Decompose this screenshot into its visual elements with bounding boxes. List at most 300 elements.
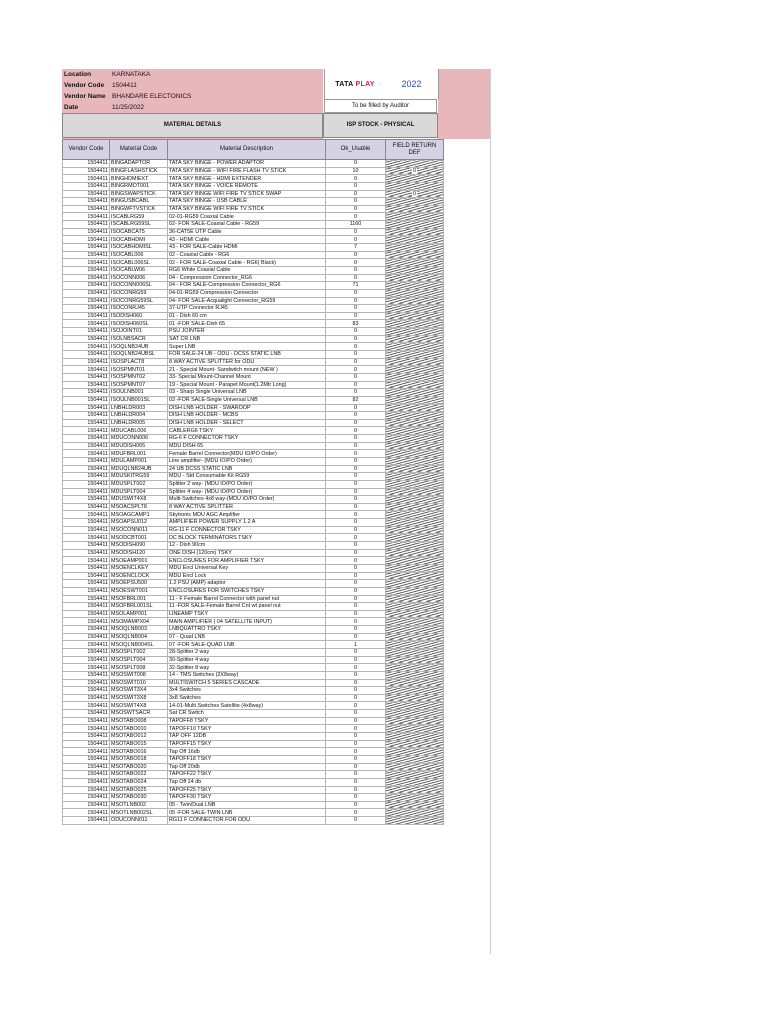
ok-usable-cell: 0 — [326, 266, 386, 274]
ok-usable-cell: 0 — [326, 809, 386, 817]
field-return-cell — [386, 587, 444, 595]
material-description-cell: DC BLOCK TERMINATORS TSKY — [168, 534, 326, 542]
material-code-cell: ISOSPLACT8 — [110, 358, 168, 366]
material-description-cell: 04 - Compression Connector_RG6 — [168, 274, 326, 282]
table-row — [63, 312, 444, 320]
material-code-cell: BINGRMOT001 — [110, 182, 168, 190]
material-description-cell: 37-UTP Connector RJ45 — [168, 305, 326, 313]
ok-usable-cell: 0 — [326, 717, 386, 725]
material-description-cell: 05 -FOR SALE-TWIN LNB — [168, 809, 326, 817]
material-description-cell: 04- FOR SALE-Acqualight Connector_RG59 — [168, 297, 326, 305]
material-description-cell: 03 - Sharp Single Universal LNB — [168, 389, 326, 397]
ok-usable-cell: 0 — [326, 351, 386, 359]
ok-usable-cell: 0 — [326, 442, 386, 450]
material-code-cell: ISOQLNB24UBSL — [110, 351, 168, 359]
ok-usable-cell: 0 — [326, 465, 386, 473]
vendor-code-cell: 1504411 — [63, 649, 110, 657]
table-row — [63, 419, 444, 427]
field-return-cell — [386, 557, 444, 565]
material-description-cell: MDU Encl Lock — [168, 572, 326, 580]
vendor-code-cell: 1504411 — [63, 221, 110, 229]
field-return-cell — [386, 656, 444, 664]
material-description-cell: Tap Off 16db — [168, 748, 326, 756]
ok-usable-cell: 0 — [326, 694, 386, 702]
table-row — [63, 511, 444, 519]
material-code-cell: MSOAPSU012 — [110, 519, 168, 527]
material-description-cell: 3x8 Switches — [168, 694, 326, 702]
field-return-cell — [386, 526, 444, 534]
ok-usable-cell: 0 — [326, 175, 386, 183]
material-description-cell: 14 - TMS Switches (2X8way) — [168, 671, 326, 679]
material-description-cell: LNBQUATTRO TSKY — [168, 626, 326, 634]
location-label: Location — [64, 71, 92, 78]
material-code-cell: ISOLNBSACR — [110, 335, 168, 343]
vendor-code-cell: 1504411 — [63, 450, 110, 458]
material-description-cell: Skytronic MDU AGC Amplifier — [168, 511, 326, 519]
table-row — [63, 236, 444, 244]
table-row — [63, 595, 444, 603]
field-return-cell — [386, 786, 444, 794]
logo-tata: TATA — [335, 80, 354, 88]
field-return-cell — [386, 549, 444, 557]
vendor-code-cell: 1504411 — [63, 503, 110, 511]
material-code-cell: MDUSWIT4X8 — [110, 496, 168, 504]
material-code-cell: ISCABLRG59 — [110, 213, 168, 221]
material-code-cell: MSOTABO008 — [110, 717, 168, 725]
ok-usable-cell: 0 — [326, 343, 386, 351]
material-code-cell: MSOTABO012 — [110, 733, 168, 741]
vendor-code-cell: 1504411 — [63, 457, 110, 465]
field-return-cell — [386, 618, 444, 626]
table-row — [63, 205, 444, 213]
location-value: KARNATAKA — [112, 71, 151, 78]
vendor-code-cell: 1504411 — [63, 343, 110, 351]
vendor-code-cell: 1504411 — [63, 702, 110, 710]
material-code-cell: MSOTABO025 — [110, 786, 168, 794]
col-vendor-code: Vendor Code — [63, 140, 110, 160]
vendor-code-cell: 1504411 — [63, 817, 110, 825]
ok-usable-cell: 0 — [326, 312, 386, 320]
vendor-code-cell: 1504411 — [63, 694, 110, 702]
material-description-cell: Super LNB — [168, 343, 326, 351]
ok-usable-cell: 0 — [326, 435, 386, 443]
ok-usable-cell: 0 — [326, 671, 386, 679]
table-row — [63, 503, 444, 511]
field-return-cell — [386, 649, 444, 657]
material-code-cell: BINGFLASHSTICK — [110, 167, 168, 175]
material-code-cell: ISOSPMNT02 — [110, 373, 168, 381]
material-code-cell: MSOEPSU500 — [110, 580, 168, 588]
field-return-cell — [386, 725, 444, 733]
material-code-cell: ISOJOINT01 — [110, 328, 168, 336]
material-description-cell: 8 WAY ACTIVE SPLITTER — [168, 503, 326, 511]
field-return-cell — [386, 198, 444, 206]
ok-usable-cell: 0 — [326, 480, 386, 488]
material-description-cell: TAPOFF18 TSKY — [168, 755, 326, 763]
field-return-cell — [386, 328, 444, 336]
vendor-code-cell: 1504411 — [63, 305, 110, 313]
material-description-cell: Line amplifier- (MDU IO/PO Order) — [168, 457, 326, 465]
ok-usable-cell: 1160 — [326, 221, 386, 229]
material-description-cell: 14-01-Multi Switches Satellite (4x8way) — [168, 702, 326, 710]
table-row — [63, 687, 444, 695]
vendor-code-cell: 1504411 — [63, 618, 110, 626]
field-return-cell — [386, 351, 444, 359]
ok-usable-cell: 0 — [326, 190, 386, 198]
ok-usable-cell: 0 — [326, 251, 386, 259]
material-code-cell: MSOFBRL001 — [110, 595, 168, 603]
material-code-cell: ISODISH060SL — [110, 320, 168, 328]
field-return-cell — [386, 427, 444, 435]
table-row — [63, 396, 444, 404]
material-description-cell: TATA SKY BINGE - POWER ADAPTOR — [168, 160, 326, 168]
material-description-cell: ONE DISH (120cm) TSKY — [168, 549, 326, 557]
material-code-cell: MSOTABO018 — [110, 755, 168, 763]
table-row — [63, 404, 444, 412]
material-description-cell: TAPOFF8 TSKY — [168, 717, 326, 725]
material-code-cell: MSOSWIT3X4 — [110, 687, 168, 695]
vendor-code-cell: 1504411 — [63, 717, 110, 725]
col-field-return: FIELD RETURN DEF — [386, 140, 444, 160]
material-code-cell: MSOENCLKEY — [110, 564, 168, 572]
ok-usable-cell: 0 — [326, 328, 386, 336]
ok-usable-cell: 0 — [326, 381, 386, 389]
ok-usable-cell: 0 — [326, 427, 386, 435]
field-return-cell — [386, 694, 444, 702]
table-row — [63, 626, 444, 634]
material-description-cell: RG-11 F CONNECTOR TSKY — [168, 526, 326, 534]
material-code-cell: MDUCONN006 — [110, 435, 168, 443]
material-description-cell: ENCLOSURES FOR SWITCHES TSKY — [168, 587, 326, 595]
date-label: Date — [64, 104, 79, 111]
ok-usable-cell: 0 — [326, 358, 386, 366]
vendor-code-cell: 1504411 — [63, 610, 110, 618]
vendor-code-cell: 1504411 — [63, 404, 110, 412]
material-description-cell: 07 -FOR SALE-QUAD LNB — [168, 641, 326, 649]
vendor-code-cell: 1504411 — [63, 496, 110, 504]
material-code-cell: BINGADAPTOR — [110, 160, 168, 168]
material-code-cell: MSOSPLT008 — [110, 664, 168, 672]
vendor-code-cell: 1504411 — [63, 809, 110, 817]
table-row — [63, 817, 444, 825]
material-code-cell: MSOCONN011 — [110, 526, 168, 534]
material-code-cell: MSOMAMPX04 — [110, 618, 168, 626]
ok-usable-cell: 0 — [326, 587, 386, 595]
material-code-cell: LNBHLDR003 — [110, 404, 168, 412]
material-code-cell: MSOEAMP001 — [110, 557, 168, 565]
vendor-code-cell: 1504411 — [63, 351, 110, 359]
ok-usable-cell: 0 — [326, 534, 386, 542]
table-row — [63, 473, 444, 481]
material-code-cell: MSOSWIT3X8 — [110, 694, 168, 702]
table-row — [63, 351, 444, 359]
ok-usable-cell: 0 — [326, 557, 386, 565]
material-code-cell: ISOCABL006SL — [110, 259, 168, 267]
material-description-cell: Sat CR Switch — [168, 710, 326, 718]
vendor-code-cell: 1504411 — [63, 633, 110, 641]
ok-usable-cell: 0 — [326, 160, 386, 168]
table-row — [63, 435, 444, 443]
table-row — [63, 343, 444, 351]
material-description-cell: TATA SKY BINGE - WIFI FIRE FLASH TV STICK — [168, 167, 326, 175]
vendor-code-cell: 1504411 — [63, 564, 110, 572]
material-description-cell: 05 - Twin/Dual LNB — [168, 801, 326, 809]
table-row — [63, 320, 444, 328]
material-code-cell: ISOCONRJ45 — [110, 305, 168, 313]
ok-usable-cell: 0 — [326, 572, 386, 580]
material-code-cell: MSOACSPLT8 — [110, 503, 168, 511]
table-row — [63, 442, 444, 450]
material-code-cell: MSOTABO016 — [110, 748, 168, 756]
table-row — [63, 694, 444, 702]
vendor-code-cell: 1504411 — [63, 595, 110, 603]
field-return-cell — [386, 358, 444, 366]
field-return-cell — [386, 572, 444, 580]
vendor-code-cell: 1504411 — [63, 786, 110, 794]
ok-usable-cell: 0 — [326, 373, 386, 381]
ok-usable-cell: 0 — [326, 511, 386, 519]
ok-usable-cell: 0 — [326, 519, 386, 527]
table-row — [63, 182, 444, 190]
ok-usable-cell: 0 — [326, 710, 386, 718]
material-code-cell: ISCABLRG59SL — [110, 221, 168, 229]
ok-usable-cell: 0 — [326, 488, 386, 496]
material-code-cell: MSOSWIT010 — [110, 679, 168, 687]
ok-usable-cell: 0 — [326, 817, 386, 825]
field-return-cell — [386, 671, 444, 679]
ok-usable-cell: 0 — [326, 755, 386, 763]
table-row — [63, 496, 444, 504]
vendor-code-cell: 1504411 — [63, 213, 110, 221]
material-description-cell: MDU Encl Universal Key — [168, 564, 326, 572]
field-return-cell — [386, 733, 444, 741]
material-code-cell: MDULAMP001 — [110, 457, 168, 465]
ok-usable-cell: 0 — [326, 763, 386, 771]
material-description-cell: 01 -FOR SALE-Dish 65 — [168, 320, 326, 328]
material-code-cell: ISOCABLW06 — [110, 266, 168, 274]
table-row — [63, 534, 444, 542]
vendor-code-cell: 1504411 — [63, 733, 110, 741]
material-code-cell: ODUCONN011 — [110, 817, 168, 825]
material-description-cell: TATA SKY BINGE - USB CABLE — [168, 198, 326, 206]
ok-usable-cell: 0 — [326, 595, 386, 603]
ok-usable-cell: 0 — [326, 289, 386, 297]
material-code-cell: MDUFBRL001 — [110, 450, 168, 458]
table-row — [63, 664, 444, 672]
table-row — [63, 733, 444, 741]
field-return-cell — [386, 763, 444, 771]
table-row — [63, 328, 444, 336]
vendor-code-value: 1504411 — [112, 82, 137, 89]
field-return-cell — [386, 740, 444, 748]
material-description-cell: 36-CAT5E UTP Cable — [168, 228, 326, 236]
material-description-cell: 24 UB DCSS STATIC LNB — [168, 465, 326, 473]
field-return-cell — [386, 801, 444, 809]
material-description-cell: 12 - Dish 90cm — [168, 542, 326, 550]
col-ok-usable: Ok_Usable — [326, 140, 386, 160]
material-description-cell: PSU JOINTER — [168, 328, 326, 336]
material-code-cell: MSOENCLOCK — [110, 572, 168, 580]
field-return-cell — [386, 748, 444, 756]
field-return-cell — [386, 664, 444, 672]
material-code-cell: MSOTABO010 — [110, 725, 168, 733]
table-row — [63, 259, 444, 267]
ok-usable-cell: 0 — [326, 496, 386, 504]
material-description-cell: 33- Special Mount-Channel Mount — [168, 373, 326, 381]
vendor-code-cell: 1504411 — [63, 626, 110, 634]
table-row — [63, 618, 444, 626]
ok-usable-cell: 0 — [326, 618, 386, 626]
material-description-cell: LINEAMP TSKY — [168, 610, 326, 618]
vendor-name-label: Vendor Name — [64, 93, 106, 100]
material-description-cell: RG-6 F CONNECTOR TSKY — [168, 435, 326, 443]
ok-usable-cell: 0 — [326, 748, 386, 756]
ok-usable-cell: 83 — [326, 320, 386, 328]
table-row — [63, 373, 444, 381]
vendor-code-cell: 1504411 — [63, 480, 110, 488]
ok-usable-cell: 0 — [326, 213, 386, 221]
material-code-cell: MDUSKITRG59 — [110, 473, 168, 481]
field-return-cell — [386, 641, 444, 649]
material-details-heading: MATERIAL DETAILS — [62, 113, 323, 138]
material-code-cell: MSOTABO020 — [110, 763, 168, 771]
header-accent-panel — [438, 69, 490, 139]
table-row — [63, 160, 444, 168]
material-description-cell: 04 - FOR SALE-Compression Connector_RG6 — [168, 282, 326, 290]
field-return-cell — [386, 755, 444, 763]
material-description-cell: 30-Splitter 4 way — [168, 656, 326, 664]
field-return-value: 0 — [413, 167, 416, 174]
table-row — [63, 717, 444, 725]
ok-usable-cell: 0 — [326, 786, 386, 794]
field-return-cell — [386, 335, 444, 343]
auditor-note: To be filled by Auditor — [324, 99, 437, 113]
material-code-cell: MSOQLNB004 — [110, 633, 168, 641]
ok-usable-cell: 0 — [326, 725, 386, 733]
material-code-cell: MSOQLNB003 — [110, 626, 168, 634]
vendor-code-cell: 1504411 — [63, 160, 110, 168]
material-description-cell: Multi-Switches 4x8 way-(MDU IO/PO Order) — [168, 496, 326, 504]
ok-usable-cell: 0 — [326, 526, 386, 534]
field-return-value: 0 — [413, 190, 416, 197]
ok-usable-cell: 0 — [326, 580, 386, 588]
material-description-cell: Splitter 4 way- (MDU IO/PO Order) — [168, 488, 326, 496]
table-row — [63, 297, 444, 305]
vendor-code-cell: 1504411 — [63, 519, 110, 527]
field-return-cell — [386, 320, 444, 328]
vendor-code-cell: 1504411 — [63, 603, 110, 611]
field-return-cell — [386, 610, 444, 618]
ok-usable-cell: 0 — [326, 649, 386, 657]
field-return-cell — [386, 167, 444, 175]
ok-usable-cell: 0 — [326, 419, 386, 427]
vendor-code-cell: 1504411 — [63, 335, 110, 343]
material-code-cell: MSOSWIT4X8 — [110, 702, 168, 710]
vendor-code-cell: 1504411 — [63, 740, 110, 748]
field-return-cell — [386, 182, 444, 190]
ok-usable-cell: 0 — [326, 182, 386, 190]
field-return-cell — [386, 442, 444, 450]
material-code-cell: ISOSPMNT07 — [110, 381, 168, 389]
field-return-cell — [386, 221, 444, 229]
field-return-cell — [386, 381, 444, 389]
vendor-code-cell: 1504411 — [63, 435, 110, 443]
ok-usable-cell: 0 — [326, 259, 386, 267]
ok-usable-cell: 0 — [326, 205, 386, 213]
col-material-code: Material Code — [110, 140, 168, 160]
table-row — [63, 564, 444, 572]
ok-usable-cell: 0 — [326, 679, 386, 687]
isp-stock-heading: ISP STOCK - PHYSICAL — [323, 113, 438, 138]
vendor-code-cell: 1504411 — [63, 687, 110, 695]
material-code-cell: MSOSPLT002 — [110, 649, 168, 657]
material-description-cell: 21 - Special Mount- Sandwitch mount (NEW ) — [168, 366, 326, 374]
material-description-cell: MDU DISH 65 — [168, 442, 326, 450]
material-code-cell: MDUCABL006 — [110, 427, 168, 435]
ok-usable-cell: 0 — [326, 549, 386, 557]
vendor-code-cell: 1504411 — [63, 297, 110, 305]
material-description-cell: 01 - Dish 60 cm — [168, 312, 326, 320]
table-row — [63, 389, 444, 397]
material-code-cell: ISOCONRG59 — [110, 289, 168, 297]
tata-play-logo — [325, 81, 385, 88]
table-row — [63, 580, 444, 588]
material-description-cell: TATA SKY BINGE WIFI FIRE TV STICK — [168, 205, 326, 213]
ok-usable-cell: 0 — [326, 733, 386, 741]
vendor-code-cell: 1504411 — [63, 328, 110, 336]
ok-usable-cell: 0 — [326, 404, 386, 412]
field-return-cell — [386, 282, 444, 290]
vendor-info — [64, 69, 191, 113]
material-code-cell: ISOULNB001SL — [110, 396, 168, 404]
material-code-cell: MSOAGCAMP1 — [110, 511, 168, 519]
field-return-cell — [386, 297, 444, 305]
material-description-cell: MDU - Std Consumable Kit RG59 — [168, 473, 326, 481]
field-return-cell — [386, 473, 444, 481]
vendor-code-label: Vendor Code — [64, 82, 105, 89]
ok-usable-cell: 0 — [326, 274, 386, 282]
table-row — [63, 221, 444, 229]
field-return-cell — [386, 717, 444, 725]
field-return-cell — [386, 236, 444, 244]
brand-box — [324, 69, 439, 99]
vendor-code-cell: 1504411 — [63, 755, 110, 763]
field-return-cell — [386, 396, 444, 404]
material-code-cell: MSOTABO022 — [110, 771, 168, 779]
ok-usable-cell: 0 — [326, 198, 386, 206]
ok-usable-cell: 7 — [326, 244, 386, 252]
material-code-cell: MSOQLNB004SL — [110, 641, 168, 649]
table-row — [63, 457, 444, 465]
table-row — [63, 251, 444, 259]
vendor-code-cell: 1504411 — [63, 526, 110, 534]
table-row — [63, 710, 444, 718]
vendor-code-cell: 1504411 — [63, 725, 110, 733]
material-description-cell: Tap Off 24 db — [168, 778, 326, 786]
table-row — [63, 542, 444, 550]
material-code-cell: ISOQLNB24UB — [110, 343, 168, 351]
vendor-code-cell: 1504411 — [63, 488, 110, 496]
material-code-cell: BINGSWAPSTICK — [110, 190, 168, 198]
table-row — [63, 794, 444, 802]
material-description-cell: 19 - Special Mount - Parapet Mount(1.2Mtr Long) — [168, 381, 326, 389]
material-description-cell: 28-Splitter 2 way — [168, 649, 326, 657]
ok-usable-cell: 0 — [326, 236, 386, 244]
field-return-cell — [386, 603, 444, 611]
field-return-cell — [386, 480, 444, 488]
table-row — [63, 213, 444, 221]
material-code-cell: MSOSPLT004 — [110, 656, 168, 664]
